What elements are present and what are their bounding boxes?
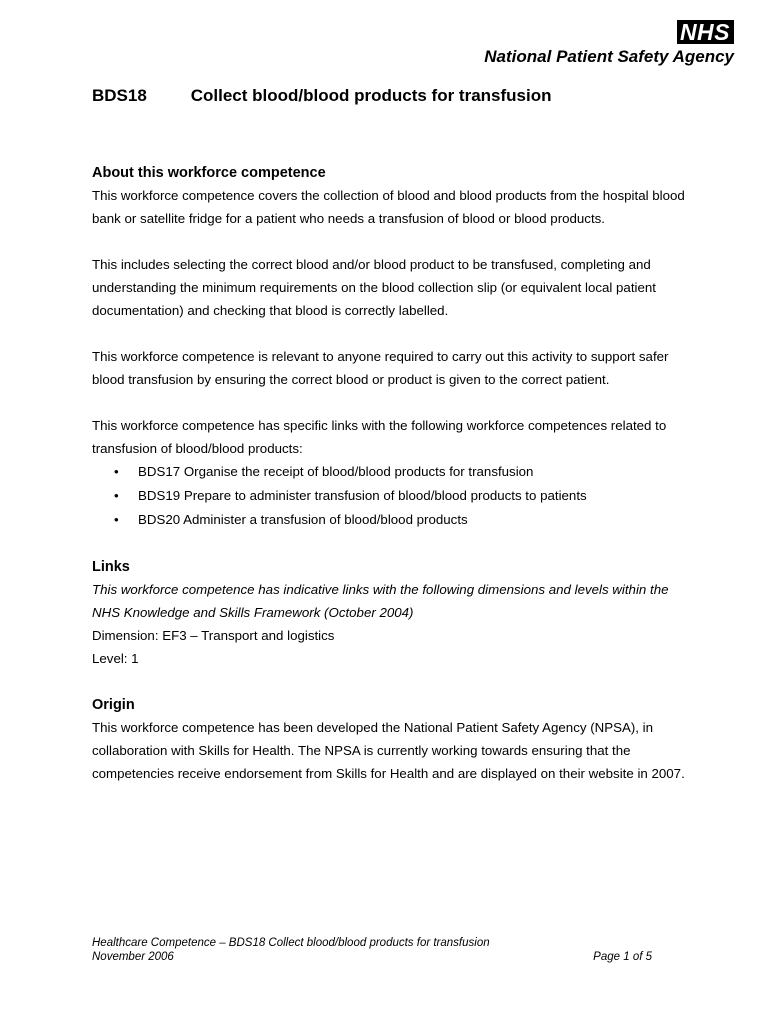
document-body [92, 162, 692, 785]
about-heading: About this workforce competence [92, 165, 326, 181]
title-text: Collect blood/blood products for transfusion [190, 86, 552, 105]
list-item: • BDS20 Administer a transfusion of blood/blood products [92, 508, 692, 532]
links-dimension: Dimension: EF3 – Transport and logistics [92, 628, 335, 643]
links-heading: Links [92, 559, 130, 575]
list-item: • BDS19 Prepare to administer transfusion of blood/blood products to patients [92, 484, 692, 508]
about-paragraph-1: This workforce competence covers the collection of blood and blood products from the hospital blood bank or satellite fridge for a patient who needs a transfusion of blood or blood products. [92, 188, 685, 226]
npsa-logo [444, 20, 734, 67]
links-section [92, 556, 692, 670]
about-paragraph-3: This workforce competence is relevant to anyone required to carry out this activity to support safer blood transfusion by ensuring the correct blood or product is given to the correct patient. [92, 349, 669, 387]
list-item: • BDS17 Organise the receipt of blood/blood products for transfusion [92, 460, 692, 484]
origin-section [92, 694, 692, 785]
footer-title: Healthcare Competence – BDS18 Collect blood/blood products for transfusion [92, 937, 490, 949]
about-paragraph-2: This includes selecting the correct blood and/or blood product to be transfused, completing and understanding the minimum requirements on the blood collection slip (or equivalent local patient documentation) and checking that blood is correctly labelled. [92, 257, 656, 318]
page-footer [92, 936, 652, 964]
title-code: BDS18 [92, 86, 147, 105]
links-intro: This workforce competence has indicative links with the following dimensions and levels within the NHS Knowledge and Skills Framework (October 2004) [92, 582, 669, 620]
footer-date: November 2006 [92, 951, 174, 963]
origin-text: This workforce competence has been developed the National Patient Safety Agency (NPSA), in collaboration with Skills for Health. The NPSA is currently working towards ensuring that the competencies receive endorsement from Skills for Health and are displayed on their website in 2007. [92, 720, 685, 781]
page-number: Page 1 of 5 [593, 951, 652, 963]
origin-heading: Origin [92, 697, 135, 713]
agency-name: National Patient Safety Agency [484, 47, 734, 66]
page-title [92, 86, 552, 106]
about-paragraph-4: This workforce competence has specific links with the following workforce competences related to transfusion of blood/blood products: [92, 418, 667, 456]
linked-competences-list [92, 460, 692, 532]
links-level: Level: 1 [92, 651, 139, 666]
nhs-logo-badge: NHS [677, 20, 734, 44]
